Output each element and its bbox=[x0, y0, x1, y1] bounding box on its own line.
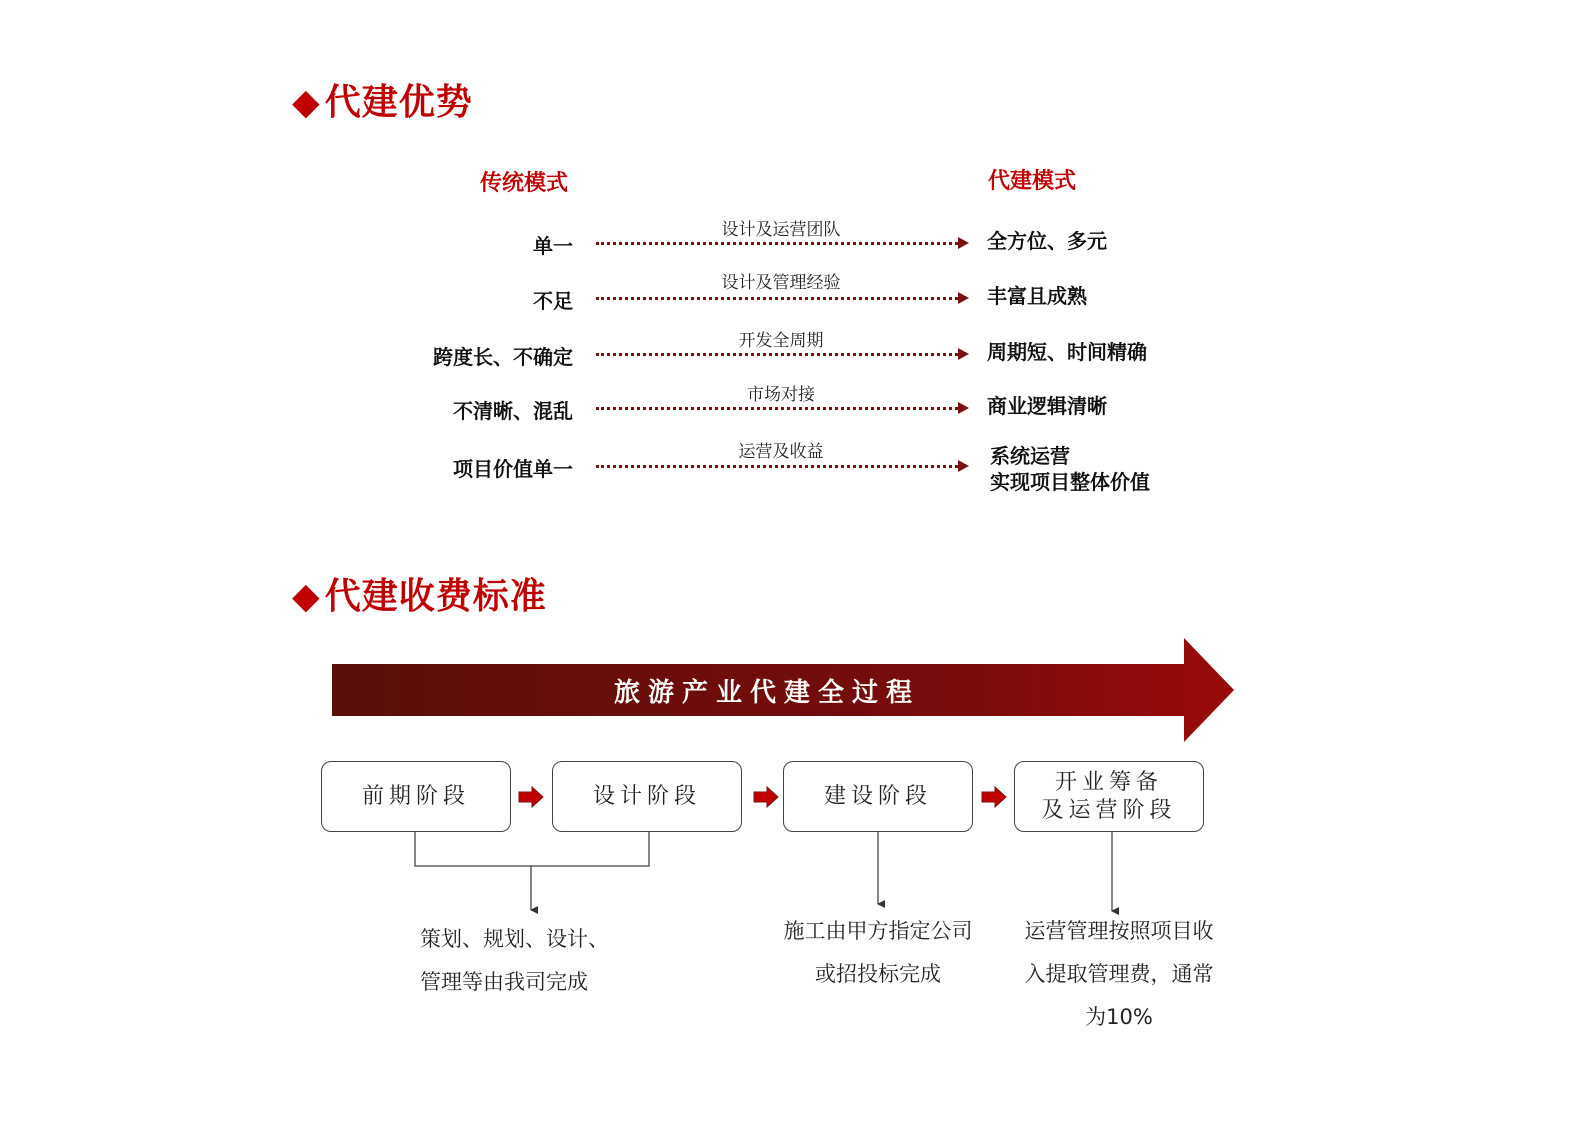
description-line: 或招投标完成 bbox=[815, 962, 941, 986]
section-title-advantages-text: 代建优势 bbox=[324, 82, 473, 123]
stage-label: 设计阶段 bbox=[592, 783, 701, 809]
description-line: 策划、规划、设计、 bbox=[420, 927, 609, 951]
description-line: 为10% bbox=[1085, 1005, 1153, 1029]
agent-item-line: 系统运营 bbox=[990, 444, 1070, 468]
description-line: 施工由甲方指定公司 bbox=[783, 919, 973, 943]
stage-label: 建设阶段 bbox=[823, 783, 932, 809]
agent-item-line: 周期短、时间精确 bbox=[987, 340, 1147, 364]
description-line: 运营管理按照项目收 bbox=[1024, 919, 1214, 943]
comparison-aspect: 市场对接 bbox=[747, 385, 815, 405]
agent-item-line: 商业逻辑清晰 bbox=[987, 394, 1107, 418]
description-operation bbox=[1008, 910, 1230, 1039]
agent-mode-header: 代建模式 bbox=[988, 169, 1077, 194]
comparison-aspect: 设计及管理经验 bbox=[721, 273, 841, 293]
traditional-item: 不足 bbox=[533, 289, 573, 313]
stage-label-line2: 及运营阶段 bbox=[1041, 797, 1177, 823]
description-line: 入提取管理费，通常 bbox=[1024, 962, 1214, 986]
traditional-item: 不清晰、混乱 bbox=[453, 399, 573, 423]
process-banner-title: 旅游产业代建全过程 bbox=[613, 678, 920, 708]
diamond-icon: ◆ bbox=[292, 576, 321, 617]
comparison-aspect: 开发全周期 bbox=[738, 331, 824, 351]
description-construction bbox=[768, 910, 988, 996]
traditional-item: 项目价值单一 bbox=[453, 457, 573, 481]
section-title-fees-text: 代建收费标准 bbox=[324, 576, 547, 617]
stage-label-line1: 开业筹备 bbox=[1054, 769, 1163, 795]
traditional-item: 单一 bbox=[533, 234, 573, 258]
comparison-aspect: 运营及收益 bbox=[738, 442, 824, 462]
description-line: 管理等由我司完成 bbox=[420, 970, 588, 994]
agent-item-line: 全方位、多元 bbox=[987, 229, 1107, 253]
agent-item-line: 实现项目整体价值 bbox=[990, 470, 1150, 494]
agent-item-line: 丰富且成熟 bbox=[987, 284, 1087, 308]
description-preliminary-design bbox=[420, 918, 609, 1004]
stage-label: 前期阶段 bbox=[361, 783, 470, 809]
traditional-mode-header: 传统模式 bbox=[480, 171, 569, 196]
comparison-aspect: 设计及运营团队 bbox=[721, 220, 841, 240]
diamond-icon: ◆ bbox=[292, 82, 321, 123]
traditional-item: 跨度长、不确定 bbox=[433, 345, 573, 369]
